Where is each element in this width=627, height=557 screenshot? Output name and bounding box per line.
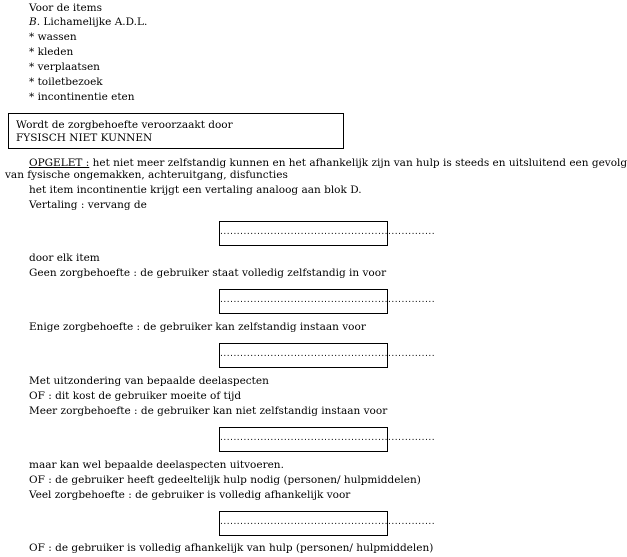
answer-box-2: ................................................................ <box>219 289 388 314</box>
door-elk-item: door elk item <box>29 252 100 264</box>
list-item: * kleden <box>29 46 74 58</box>
level-veel: Veel zorgbehoefte : de gebruiker is volledig afhankelijk voor <box>29 489 351 501</box>
opgelet-label: OPGELET : <box>29 157 90 169</box>
answer-box-3: ................................................................ <box>219 343 388 368</box>
level-veel-of: OF : de gebruiker is volledig afhankelijk van hulp (personen/ hulpmiddelen) <box>29 542 434 554</box>
intro-line: Voor de items <box>29 2 103 14</box>
list-item: * verplaatsen <box>29 61 100 73</box>
question-line-2: FYSISCH NIET KUNNEN <box>16 132 153 144</box>
incontinentie-note: het item incontinentie krijgt een vertaling analoog aan blok D. <box>29 184 362 196</box>
section-title: Lichamelijke A.D.L. <box>43 16 148 28</box>
answer-box-5: ................................................................ <box>219 511 388 536</box>
answer-box-4: ................................................................ <box>219 427 388 452</box>
list-item: * incontinentie eten <box>29 91 135 103</box>
question-box <box>8 113 344 149</box>
level-enige: Enige zorgbehoefte : de gebruiker kan zelfstandig instaan voor <box>29 321 366 333</box>
question-line-1: Wordt de zorgbehoefte veroorzaakt door <box>16 119 233 131</box>
level-geen: Geen zorgbehoefte : de gebruiker staat volledig zelfstandig in voor <box>29 267 387 279</box>
opgelet-text: het niet meer zelfstandig kunnen en het afhankelijk zijn van hulp is steeds en uitsluitend een gevolg <box>89 157 627 169</box>
level-meer-of: OF : de gebruiker heeft gedeeltelijk hulp nodig (personen/ hulpmiddelen) <box>29 474 421 486</box>
section-letter: B. <box>29 16 41 28</box>
level-enige-exception: Met uitzondering van bepaalde deelaspecten <box>29 375 269 387</box>
list-item: * toiletbezoek <box>29 76 103 88</box>
opgelet-continuation: van fysische ongemakken, achteruitgang, disfuncties <box>5 169 288 181</box>
section-heading <box>29 15 147 30</box>
vertaling-label: Vertaling : vervang de <box>29 199 147 211</box>
level-meer-cont: maar kan wel bepaalde deelaspecten uitvoeren. <box>29 459 284 471</box>
level-meer: Meer zorgbehoefte : de gebruiker kan niet zelfstandig instaan voor <box>29 405 388 417</box>
level-enige-of: OF : dit kost de gebruiker moeite of tijd <box>29 390 242 402</box>
list-item: * wassen <box>29 31 77 43</box>
answer-box-1: ................................................................ <box>219 221 388 246</box>
